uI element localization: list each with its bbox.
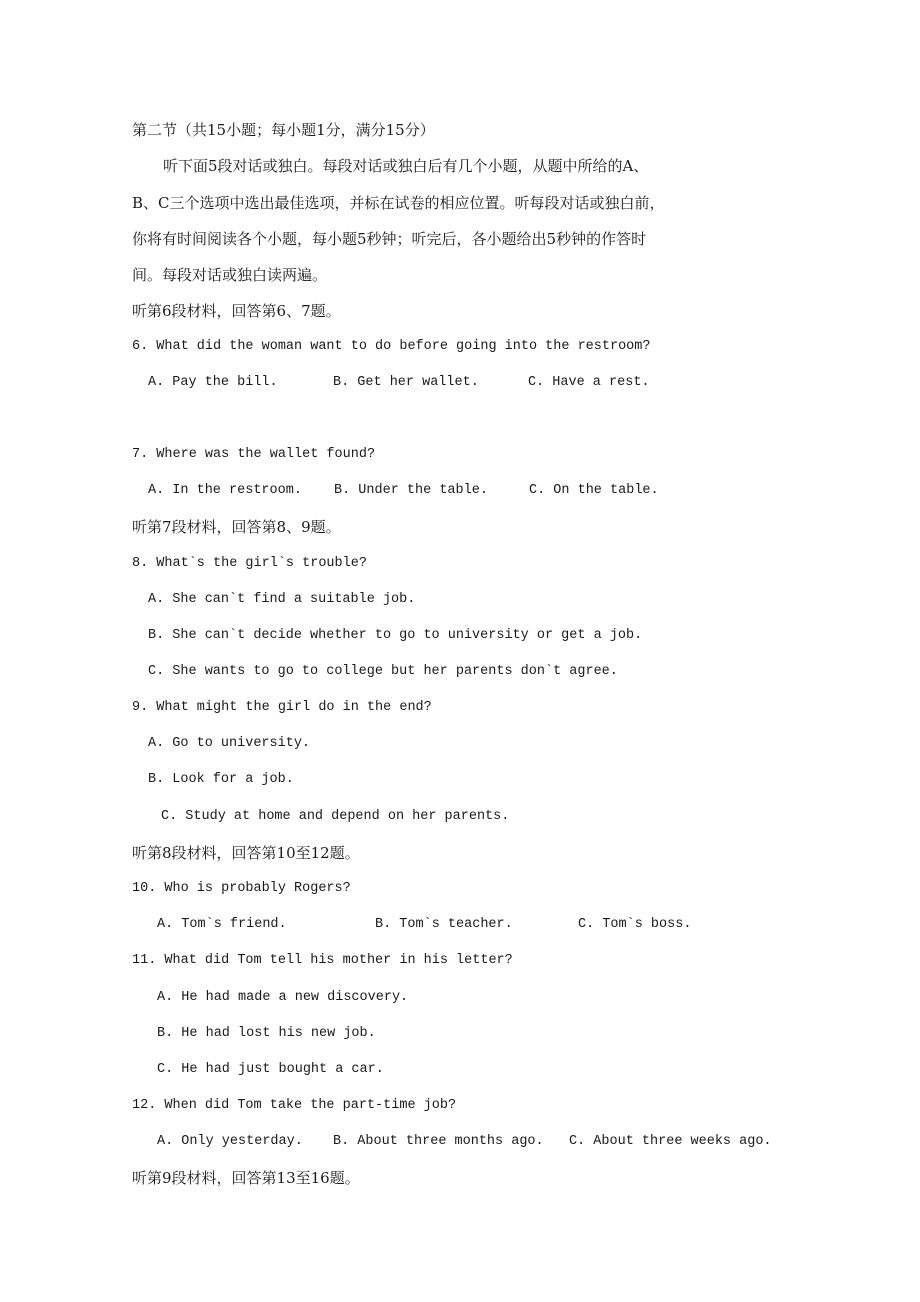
instruction-line: B、C三个选项中选出最佳选项，并标在试卷的相应位置。听每段对话或独白前， (132, 194, 665, 212)
option: C. About three weeks ago. (569, 1134, 772, 1149)
option: B. Get her wallet. (333, 375, 479, 390)
option: C. Tom`s boss. (578, 917, 692, 932)
group-heading: 听第7段材料，回答第8、9题。 (132, 518, 341, 536)
question-6: 6. What did the woman want to do before going into the restroom? (132, 339, 651, 354)
question-7: 7. Where was the wallet found? (132, 447, 376, 462)
instruction-line: 间。每段对话或独白读两遍。 (132, 266, 328, 284)
option: B. He had lost his new job. (157, 1026, 376, 1041)
question-11: 11. What did Tom tell his mother in his letter? (132, 953, 513, 968)
question-12: 12. When did Tom take the part-time job? (132, 1098, 457, 1113)
option: A. She can`t find a suitable job. (148, 592, 416, 607)
option: B. Under the table. (334, 483, 488, 498)
option: A. Pay the bill. (148, 375, 278, 390)
instruction-line: 听下面5段对话或独白。每段对话或独白后有几个小题，从题中所给的A、 (163, 157, 649, 175)
question-9: 9. What might the girl do in the end? (132, 700, 432, 715)
option: A. In the restroom. (148, 483, 302, 498)
group-heading: 听第8段材料，回答第10至12题。 (132, 844, 360, 862)
group-heading: 听第9段材料，回答第13至16题。 (132, 1169, 360, 1187)
option: C. He had just bought a car. (157, 1062, 384, 1077)
option: A. Tom`s friend. (157, 917, 287, 932)
option: B. She can`t decide whether to go to university or get a job. (148, 628, 643, 643)
option: C. On the table. (529, 483, 659, 498)
question-8: 8. What`s the girl`s trouble? (132, 556, 367, 571)
option: B. Look for a job. (148, 772, 294, 787)
option: B. Tom`s teacher. (375, 917, 513, 932)
instruction-line: 你将有时间阅读各个小题，每小题5秒钟；听完后，各小题给出5秒钟的作答时 (132, 230, 647, 248)
option: C. Have a rest. (528, 375, 650, 390)
option: C. She wants to go to college but her parents don`t agree. (148, 664, 618, 679)
option: B. About three months ago. (333, 1134, 544, 1149)
option: A. He had made a new discovery. (157, 990, 409, 1005)
question-10: 10. Who is probably Rogers? (132, 881, 351, 896)
option: A. Only yesterday. (157, 1134, 303, 1149)
group-heading: 听第6段材料，回答第6、7题。 (132, 302, 341, 320)
option: A. Go to university. (148, 736, 311, 751)
section-title: 第二节（共15小题；每小题1分，满分15分） (132, 121, 435, 139)
option: C. Study at home and depend on her parents. (161, 809, 510, 824)
